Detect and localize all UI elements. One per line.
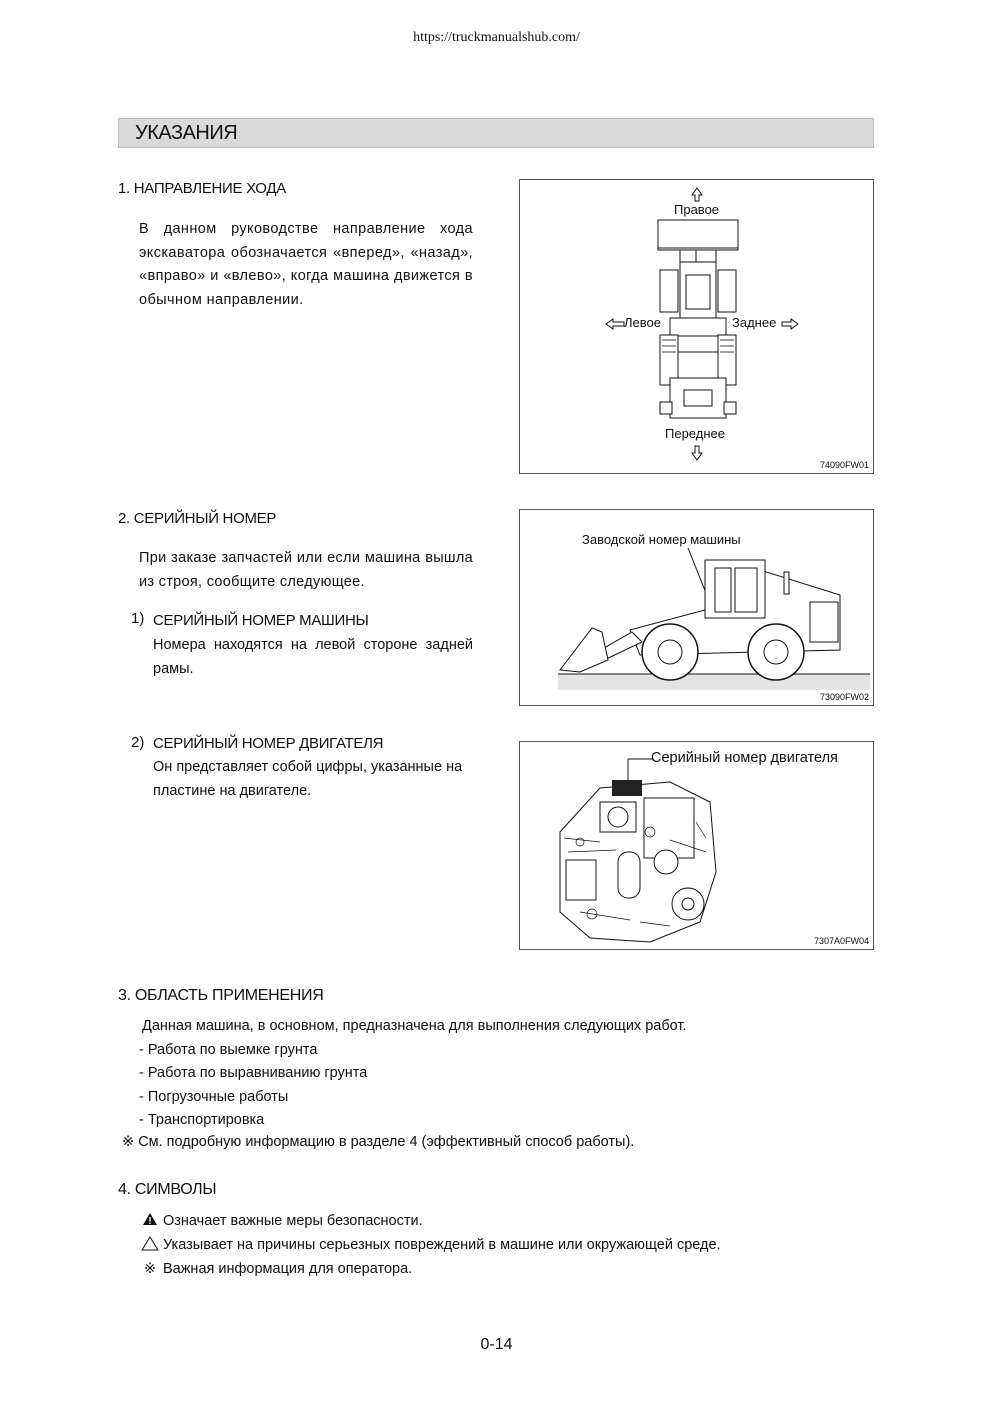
engine-drawing (520, 742, 873, 949)
list-item: - Работа по выравниванию грунта (139, 1065, 368, 1082)
item1-text: Номера находятся на левой стороне задней рамы. (153, 637, 473, 677)
figure-code: 74090FW01 (819, 460, 869, 470)
symbol-description: Означает важные меры безопасности. (163, 1213, 423, 1229)
reference-mark-icon: ※ (122, 1134, 135, 1150)
section3-heading: 3. ОБЛАСТЬ ПРИМЕНЕНИЯ (118, 987, 324, 1004)
reference-note-text: См. подробную информацию в разделе 4 (эффективный способ работы). (138, 1134, 635, 1150)
section1-text: В данном руководстве направление хода экскаватора обозначается «вперед», «назад», «вправо» и «влево», когда машина движется в обычном направлении. (139, 221, 473, 308)
travel-direction-figure (519, 179, 874, 474)
section3-intro: Данная машина, в основном, предназначена для выполнения следующих работ. (142, 1018, 687, 1034)
figure-code: 73090FW02 (819, 692, 869, 702)
warning-outline-triangle-icon (139, 1236, 161, 1255)
list-item: - Работа по выемке грунта (139, 1042, 318, 1058)
page-title: УКАЗАНИЯ (135, 122, 238, 144)
symbol-description: Указывает на причины серьезных повреждений в машине или окружающей среде. (163, 1237, 721, 1253)
section4-heading: 4. СИМВОЛЫ (118, 1181, 217, 1198)
list-item: - Транспортировка (139, 1111, 265, 1128)
page-title-bar (118, 118, 874, 148)
direction-label-right: Правое (674, 202, 720, 217)
applications-list (139, 1039, 367, 1132)
section2-text: При заказе запчастей или если машина вышла из строя, сообщите следующее. (139, 550, 473, 590)
source-url[interactable]: https://truckmanualshub.com/ (413, 30, 580, 45)
symbol-description: Важная информация для оператора. (163, 1261, 413, 1277)
symbol-row (139, 1209, 721, 1233)
reference-mark-icon: ※ (143, 1261, 157, 1277)
reference-note (122, 1134, 634, 1150)
section1-heading: 1. НАПРАВЛЕНИЕ ХОДА (118, 180, 286, 197)
machine-serial-figure (519, 509, 874, 706)
section2-heading: 2. СЕРИЙНЫЙ НОМЕР (118, 510, 277, 527)
engine-serial-label: Серийный номер двигателя (651, 750, 838, 766)
figure-code: 7307A0FW04 (813, 936, 869, 946)
symbols-list (139, 1209, 721, 1281)
direction-label-left: Левое (624, 315, 661, 330)
item2-text: Он представляет собой цифры, указанные на пластине на двигателе. (153, 759, 463, 799)
item2-heading: СЕРИЙНЫЙ НОМЕР ДВИГАТЕЛЯ (153, 735, 384, 752)
wheel-loader-side-view-drawing (520, 510, 873, 705)
symbol-row (139, 1257, 721, 1281)
item2-number: 2) (131, 734, 145, 751)
page-number: 0-14 (480, 1336, 513, 1353)
engine-serial-figure (519, 741, 874, 950)
direction-label-rear: Заднее (732, 315, 777, 330)
machine-serial-label: Заводской номер машины (582, 532, 741, 547)
symbol-row (139, 1233, 721, 1257)
item1-heading: СЕРИЙНЫЙ НОМЕР МАШИНЫ (153, 612, 369, 629)
list-item: - Погрузочные работы (139, 1088, 289, 1105)
direction-label-front: Переднее (665, 426, 725, 441)
warning-filled-triangle-icon (139, 1212, 161, 1230)
item1-number: 1) (131, 610, 145, 627)
